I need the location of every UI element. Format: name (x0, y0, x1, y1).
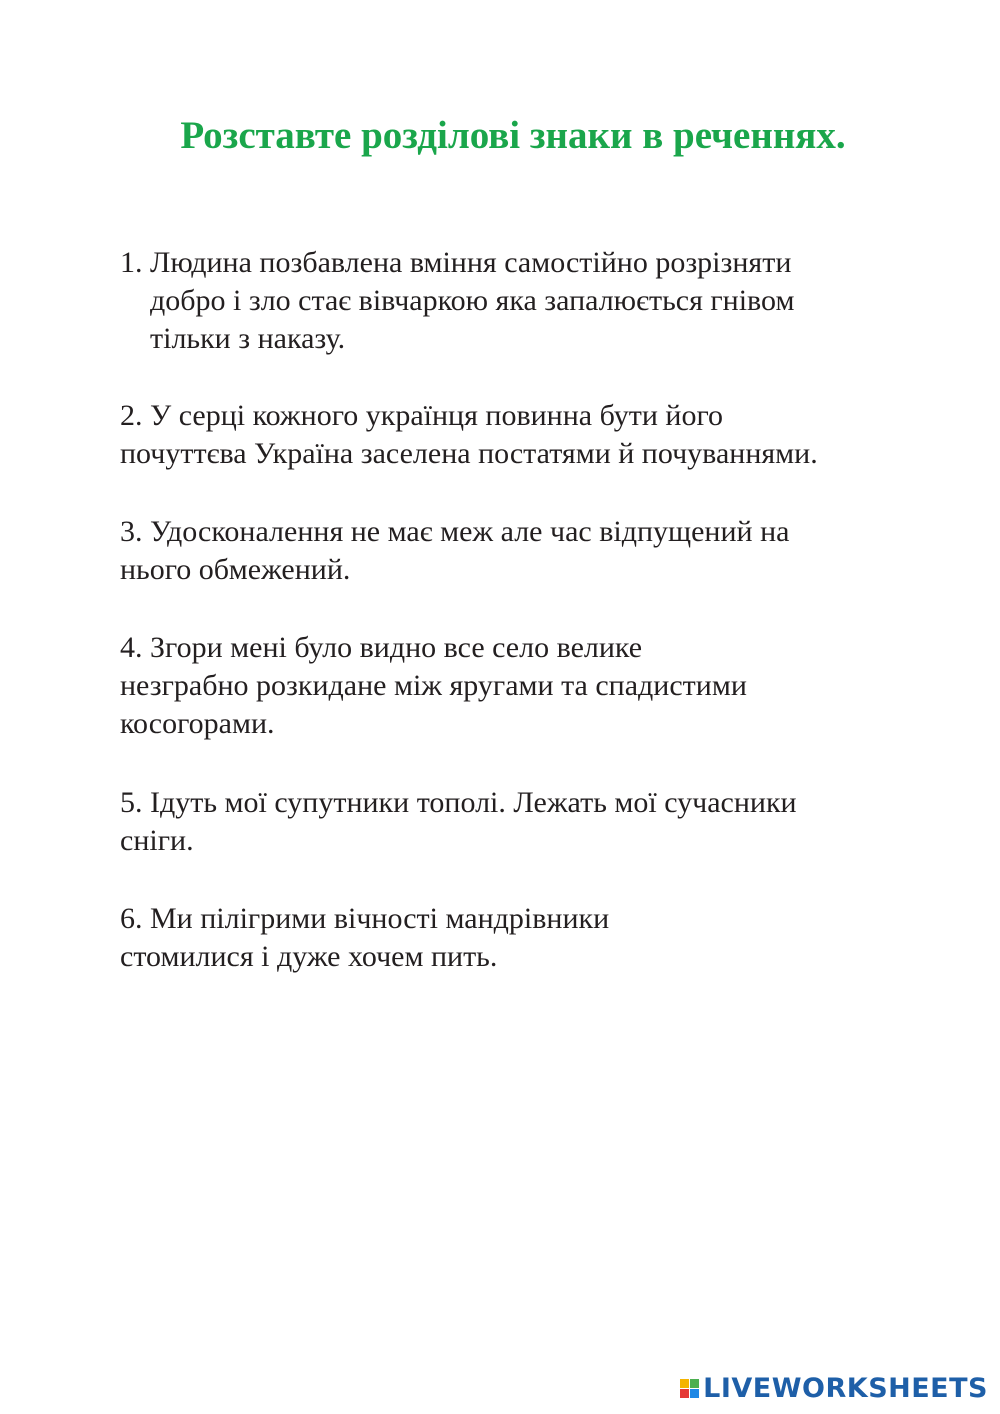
sentence-item-4 (120, 629, 960, 743)
sentence-item-2 (120, 397, 960, 473)
sentence-item-5 (120, 784, 960, 860)
liveworksheets-logo (680, 1372, 988, 1404)
logo-mark-icon (680, 1379, 699, 1398)
sentence-line: почуттєва Україна заселена постатями й почуваннями. (120, 437, 818, 470)
logo-mark-square (690, 1389, 699, 1398)
sentence-line: 6. Ми пілігрими вічності мандрівники (120, 902, 610, 935)
sentence-line: незграбно розкидане між яругами та спадистими (120, 669, 747, 702)
logo-mark-square (680, 1389, 689, 1398)
sentence-line: нього обмежений. (120, 553, 351, 586)
sentence-item-3 (120, 513, 960, 589)
sentence-line: 2. У серці кожного українця повинна бути його (120, 399, 724, 432)
sentence-item-1 (120, 244, 960, 358)
worksheet-title: Розставте розділові знаки в реченнях. (180, 114, 846, 157)
sentence-line: косогорами. (120, 707, 275, 740)
sentence-line: 5. Ідуть мої супутники тополі. Лежать мої сучасники (120, 786, 797, 819)
sentence-line: 1. Людина позбавлена вміння самостійно розрізняти (120, 246, 792, 279)
sentence-line: добро і зло стає вівчаркою яка запалюється гнівом (150, 284, 795, 317)
logo-mark-square (690, 1379, 699, 1388)
logo-text: LIVEWORKSHEETS (703, 1372, 988, 1404)
sentence-line: 3. Удосконалення не має меж але час відпущений на (120, 515, 790, 548)
sentence-line: тільки з наказу. (150, 322, 346, 355)
logo-mark-square (680, 1379, 689, 1388)
sentence-line: стомилися і дуже хочем пить. (120, 940, 498, 973)
sentence-line: 4. Згори мені було видно все село велике (120, 631, 643, 664)
sentence-line: сніги. (120, 824, 194, 857)
sentence-item-6 (120, 900, 960, 976)
